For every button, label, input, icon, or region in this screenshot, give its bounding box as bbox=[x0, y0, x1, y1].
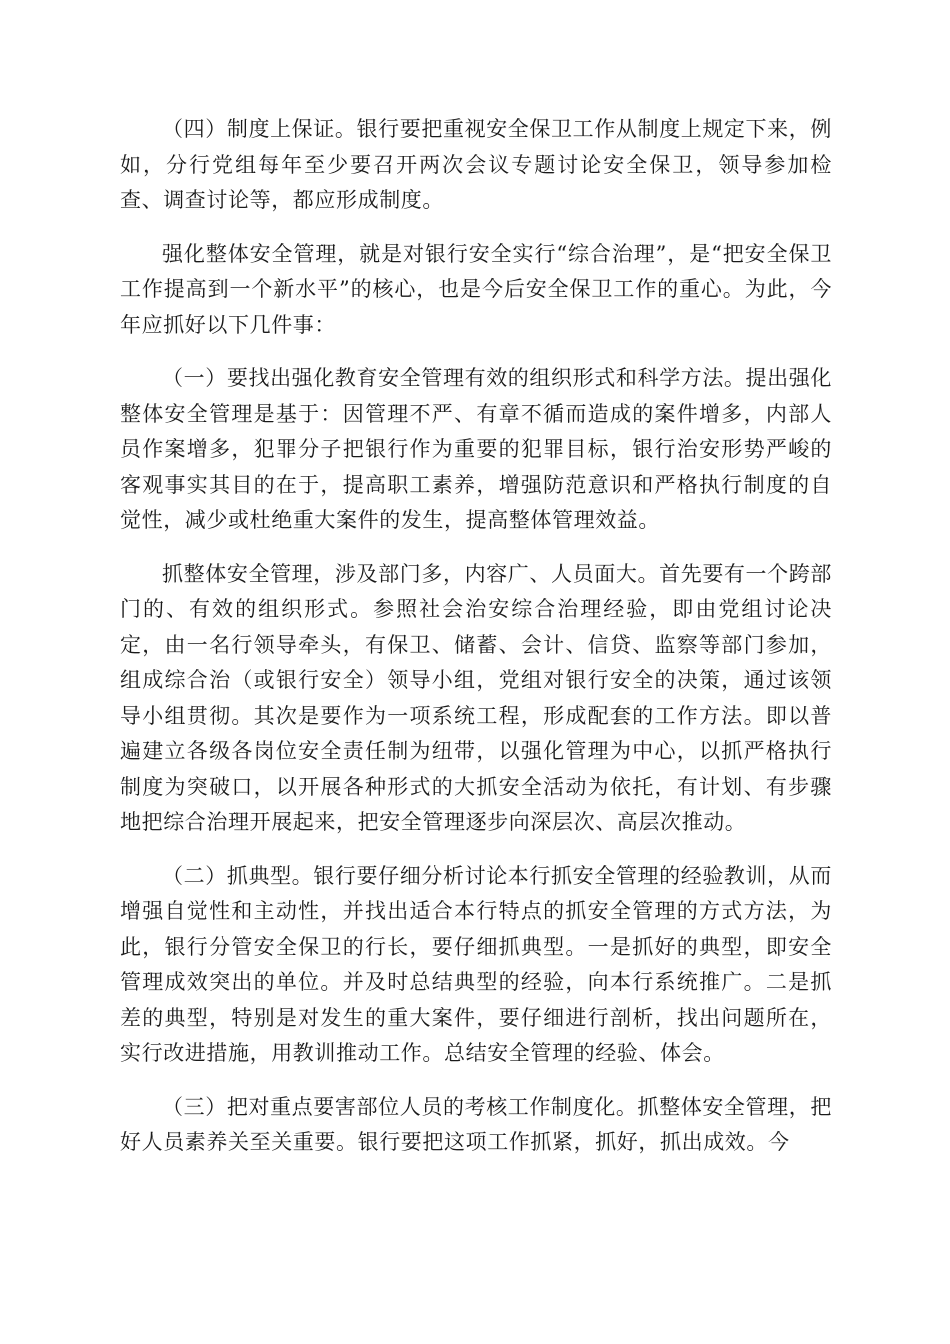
document-body bbox=[120, 112, 832, 1177]
paragraph-overall-safety-management: 强化整体安全管理，就是对银行安全实行“综合治理”，是“把安全保卫工作提高到一个新水平”的核心，也是今后安全保卫工作的重心。为此，今年应抓好以下几件事： bbox=[120, 241, 832, 337]
paragraph-organization-methods: （一）要找出强化教育安全管理有效的组织形式和科学方法。提出强化整体安全管理是基于：因管理不严、有章不循而造成的案件增多，内部人员作案增多，犯罪分子把银行作为重要的犯罪目标，银行治安形势严峻的客观事实其目的在于，提高职工素养，增强防范意识和严格执行制度的自觉性，减少或杜绝重大案件的发生，提高整体管理效益。 bbox=[120, 366, 832, 532]
paragraph-cross-department: 抓整体安全管理，涉及部门多，内容广、人员面大。首先要有一个跨部门的、有效的组织形式。参照社会治安综合治理经验，即由党组讨论决定，由一名行领导牵头，有保卫、储蓄、会计、信贷、监察等部门参加，组成综合治（或银行安全）领导小组，党组对银行安全的决策，通过该领导小组贯彻。其次是要作为一项系统工程，形成配套的工作方法。即以普遍建立各级各岗位安全责任制为纽带，以强化管理为中心，以抓严格执行制度为突破口，以开展各种形式的大抓安全活动为依托，有计划、有步骤地把综合治理开展起来，把安全管理逐步向深层次、高层次推动。 bbox=[120, 561, 832, 834]
paragraph-typical-cases: （二）抓典型。银行要仔细分析讨论本行抓安全管理的经验教训，从而增强自觉性和主动性，并找出适合本行特点的抓安全管理的方式方法，为此，银行分管安全保卫的行长，要仔细抓典型。一是抓好的典型，即安全管理成效突出的单位。并及时总结典型的经验，向本行系统推广。二是抓差的典型，特别是对发生的重大案件，要仔细进行剖析，找出问题所在，实行改进措施，用教训推动工作。总结安全管理的经验、体会。 bbox=[120, 863, 832, 1065]
paragraph-personnel-assessment: （三）把对重点要害部位人员的考核工作制度化。抓整体安全管理，把好人员素养关至关重要。银行要把这项工作抓紧，抓好，抓出成效。今 bbox=[120, 1094, 832, 1154]
paragraph-institutional-guarantee: （四）制度上保证。银行要把重视安全保卫工作从制度上规定下来，例如，分行党组每年至少要召开两次会议专题讨论安全保卫，领导参加检查、调查讨论等，都应形成制度。 bbox=[120, 117, 832, 212]
